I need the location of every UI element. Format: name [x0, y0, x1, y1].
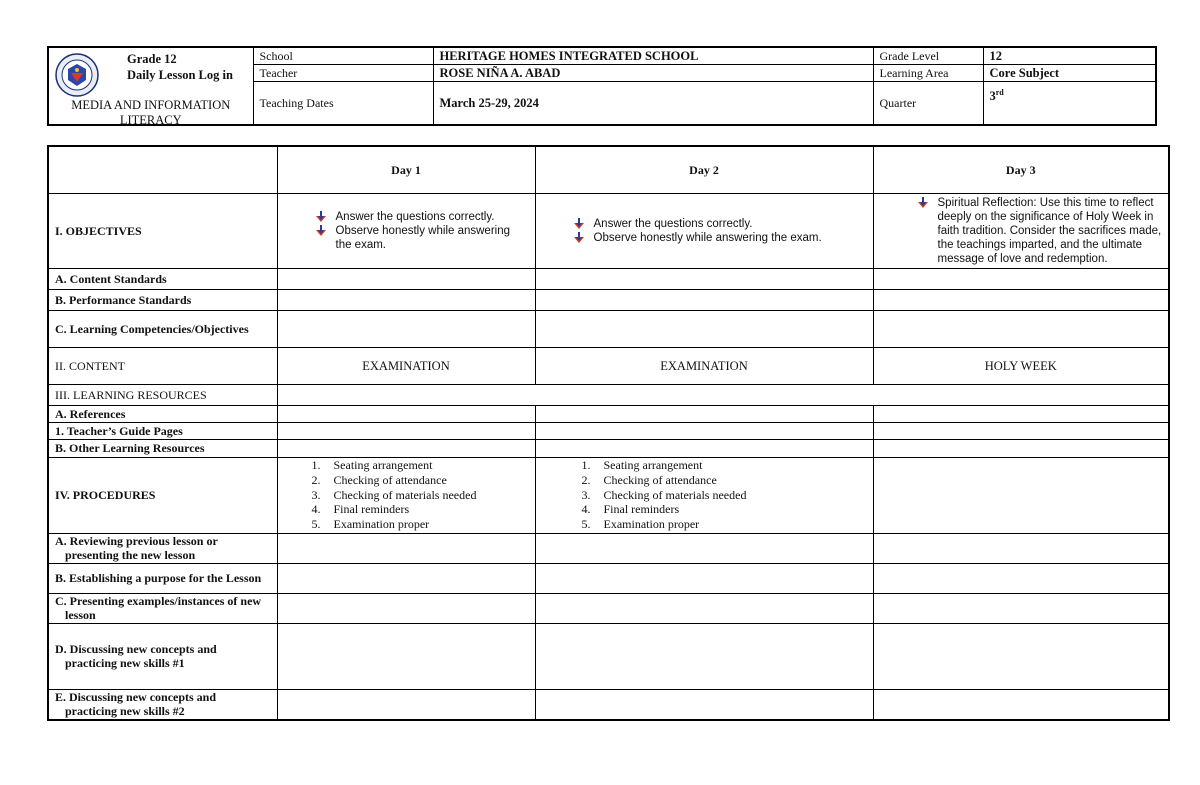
- log-title: Daily Lesson Log in: [127, 68, 233, 82]
- day-2-header: Day 2: [535, 146, 873, 193]
- arrow-bullet-icon: [574, 232, 584, 244]
- objective-item: Answer the questions correctly.: [582, 217, 867, 231]
- dates-label: Teaching Dates: [253, 81, 433, 125]
- objective-item: Answer the questions correctly.: [324, 210, 529, 224]
- grade-level-label: Grade Level: [873, 47, 983, 64]
- quarter-value: 3rd: [983, 81, 1156, 125]
- arrow-bullet-icon: [918, 197, 928, 209]
- objective-item: Observe honestly while answering the exam.: [582, 231, 867, 245]
- other-resources-label: B. Other Learning Resources: [48, 439, 277, 457]
- day-3-objectives: [873, 193, 1169, 268]
- teacher-value: ROSE NIÑA A. ABAD: [433, 64, 873, 81]
- day-2-objectives: [535, 193, 873, 268]
- content-standards-label: A. Content Standards: [48, 268, 277, 289]
- day-2-content: EXAMINATION: [535, 347, 873, 384]
- school-label: School: [253, 47, 433, 64]
- grade-title: Grade 12: [127, 52, 177, 66]
- learning-area-value: Core Subject: [983, 64, 1156, 81]
- procedures-label: IV. PROCEDURES: [48, 457, 277, 533]
- objective-item: Spiritual Reflection: Use this time to reflect deeply on the significance of Holy Week in faith tradition. Consider the sacrifices made, the teachings imparted, and the ultimate message of love and redemption.: [926, 196, 1163, 266]
- dates-value: March 25-29, 2024: [433, 81, 873, 125]
- procedure-step: 5. Examination proper: [324, 517, 529, 532]
- arrow-bullet-icon: [316, 211, 326, 223]
- procedure-b-label: B. Establishing a purpose for the Lesson: [48, 563, 277, 593]
- subject-title: MEDIA AND INFORMATION LITERACY: [71, 98, 231, 127]
- objective-item: Observe honestly while answering the exam.: [324, 224, 529, 252]
- competencies-label: C. Learning Competencies/Objectives: [48, 310, 277, 347]
- resources-label: III. LEARNING RESOURCES: [48, 384, 277, 405]
- lesson-log-table: [47, 145, 1170, 721]
- arrow-bullet-icon: [574, 218, 584, 230]
- procedure-step: 4. Final reminders: [594, 502, 867, 517]
- quarter-label: Quarter: [873, 81, 983, 125]
- procedure-step: 1. Seating arrangement: [594, 458, 867, 473]
- procedure-step: 2. Checking of attendance: [324, 473, 529, 488]
- arrow-bullet-icon: [316, 225, 326, 237]
- procedure-step: 2. Checking of attendance: [594, 473, 867, 488]
- learning-area-label: Learning Area: [873, 64, 983, 81]
- performance-standards-label: B. Performance Standards: [48, 289, 277, 310]
- grade-level-value: 12: [983, 47, 1156, 64]
- day-3-content: HOLY WEEK: [873, 347, 1169, 384]
- procedure-step: 5. Examination proper: [594, 517, 867, 532]
- content-label: II. CONTENT: [48, 347, 277, 384]
- procedure-step: 1. Seating arrangement: [324, 458, 529, 473]
- corner-cell: [48, 146, 277, 193]
- procedure-e-label: E. Discussing new concepts and practicing new skills #2: [48, 689, 277, 720]
- references-label: A. References: [48, 405, 277, 422]
- day-1-content: EXAMINATION: [277, 347, 535, 384]
- procedure-step: 3. Checking of materials needed: [324, 488, 529, 503]
- procedure-c-label: C. Presenting examples/instances of new lesson: [48, 593, 277, 623]
- procedure-step: 3. Checking of materials needed: [594, 488, 867, 503]
- procedure-a-label: A. Reviewing previous lesson or presenting the new lesson: [48, 533, 277, 563]
- deped-seal-icon: [55, 53, 99, 97]
- title-block: [48, 47, 253, 125]
- day-1-procedures: [277, 457, 535, 533]
- header-table: [47, 46, 1157, 126]
- objectives-label: I. OBJECTIVES: [48, 193, 277, 268]
- teacher-label: Teacher: [253, 64, 433, 81]
- guide-pages-label: 1. Teacher’s Guide Pages: [48, 422, 277, 439]
- procedure-step: 4. Final reminders: [324, 502, 529, 517]
- day-1-header: Day 1: [277, 146, 535, 193]
- day-3-header: Day 3: [873, 146, 1169, 193]
- day-2-procedures: [535, 457, 873, 533]
- day-1-objectives: [277, 193, 535, 268]
- school-value: HERITAGE HOMES INTEGRATED SCHOOL: [433, 47, 873, 64]
- procedure-d-label: D. Discussing new concepts and practicing new skills #1: [48, 623, 277, 689]
